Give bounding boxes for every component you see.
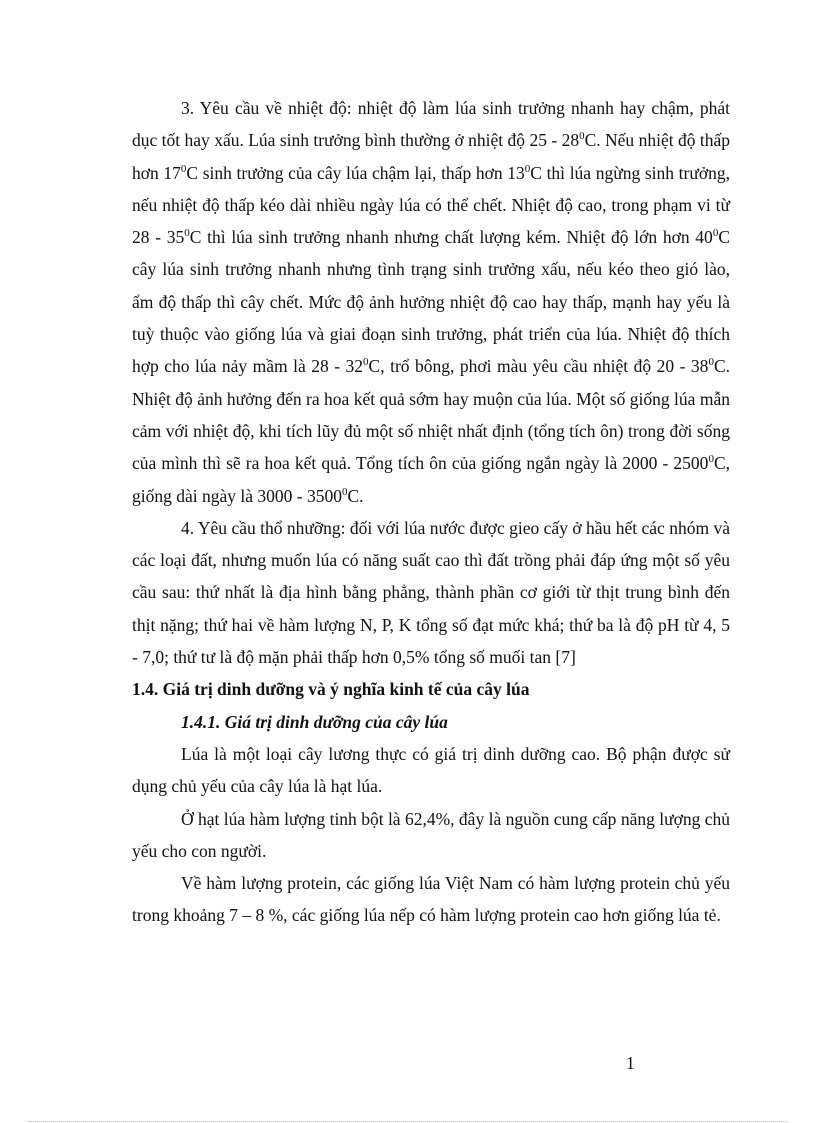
degree-superscript: 0 [184, 227, 190, 240]
paragraph-text: C, giống dài ngày là 3000 - 3500 [132, 453, 730, 506]
paragraph-protein: Về hàm lượng protein, các giống lúa Việt Nam có hàm lượng protein chủ yếu trong khoảng 7 – 8 %, các giống lúa nếp có hàm lượng protein cao hơn giống lúa tẻ. [132, 873, 730, 926]
degree-superscript: 0 [341, 485, 348, 498]
page-bottom-divider [28, 1121, 788, 1122]
degree-superscript: 0 [524, 162, 531, 175]
paragraph-text: 4. Yêu cầu thổ nhưỡng: đối với lúa nước được gieo cấy ở hầu hết các nhóm và các loại đất, nhưng muốn lúa có năng suất cao thì đất trồng phải đáp ứng một số yêu cầu sau: thứ nhất là địa hình bằng phẳng, thành phần cơ giới từ thịt trung bình đến thịt nặng; thứ hai về hàm lượng N, P, K tổng số đạt mức khá; thứ ba là độ pH từ 4, 5 - 7,0; thứ tư là độ mặn phải thấp hơn 0,5% tổng số muối tan [7] [132, 517, 730, 668]
degree-superscript: 0 [180, 162, 187, 175]
paragraph-text: C cây lúa sinh trưởng nhanh nhưng tình trạng sinh trưởng xấu, nếu kéo theo gió lào, ẩm độ thấp thì cây chết. Mức độ ảnh hưởng nhiệt độ cao hay thấp, mạnh hay yếu là tuỳ thuộc vào giống lúa và giai đoạn sinh trưởng, phát triển của lúa. Nhiệt độ thích hợp cho lúa nảy mầm là 28 - 32 [132, 227, 730, 377]
degree-superscript: 0 [363, 356, 369, 369]
paragraph-text: C, trổ bông, phơi màu yêu cầu nhiệt độ 20 - 38 [368, 356, 709, 377]
paragraph-soil [132, 512, 730, 673]
page-number: 1 [626, 1053, 635, 1073]
paragraph-text: 3. Yêu cầu về nhiệt độ: nhiệt độ làm lúa sinh trưởng nhanh hay chậm, phát dục tốt hay xấu. Lúa sinh trưởng bình thường ở nhiệt độ 25 - 28 [132, 98, 730, 151]
paragraph-text: C sinh trưởng của cây lúa chậm lại, thấp hơn 13 [186, 162, 525, 183]
degree-superscript: 0 [708, 356, 714, 369]
document-page [132, 92, 730, 932]
degree-superscript: 0 [708, 453, 714, 466]
paragraph-text: C thì lúa ngừng sinh trưởng, nếu nhiệt độ thấp kéo dài nhiều ngày lúa có thể chết. Nhiệt độ cao, trong phạm vi từ 28 - 35 [132, 162, 730, 248]
degree-superscript: 0 [579, 130, 585, 143]
paragraph-temperature [132, 92, 730, 512]
paragraph-text: C. Nhiệt độ ảnh hưởng đến ra hoa kết quả sớm hay muộn của lúa. Một số giống lúa mẫn cảm với nhiệt độ, khi tích lũy đủ một số nhiệt nhất định (tổng tích ôn) trong đời sống của mình thì sẽ ra hoa kết quả. Tổng tích ôn của giống ngắn ngày là 2000 - 2500 [132, 356, 730, 474]
paragraph-starch: Ở hạt lúa hàm lượng tinh bột là 62,4%, đây là nguồn cung cấp năng lượng chủ yếu cho con người. [132, 808, 730, 861]
paragraph-text: C thì lúa sinh trưởng nhanh nhưng chất lượng kém. Nhiệt độ lớn hơn 40 [189, 227, 713, 248]
paragraph-nutrition: Lúa là một loại cây lương thực có giá trị dinh dưỡng cao. Bộ phận được sử dụng chủ yếu của cây lúa là hạt lúa. [132, 743, 730, 797]
paragraph-text: C. Nếu nhiệt độ thấp hơn 17 [132, 130, 730, 183]
subsection-heading: 1.4.1. Giá trị dinh dưỡng của cây lúa [181, 711, 448, 732]
section-heading: 1.4. Giá trị dinh dưỡng và ý nghĩa kinh tế của cây lúa [132, 679, 530, 700]
degree-superscript: 0 [712, 227, 719, 240]
paragraph-text: C. [347, 485, 364, 506]
